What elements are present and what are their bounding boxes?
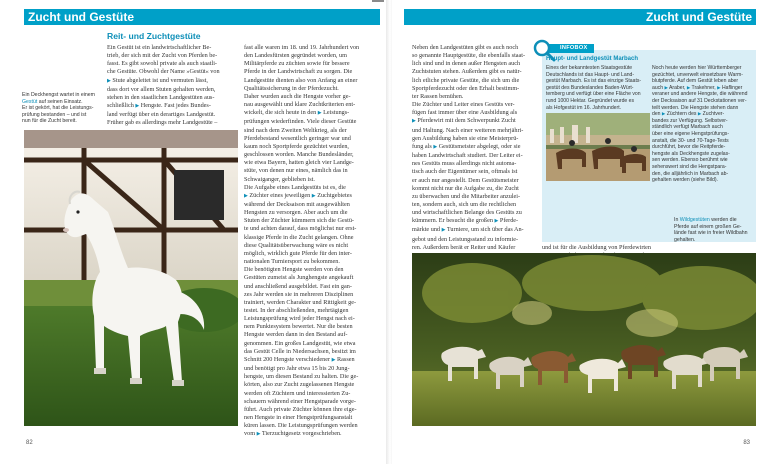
text-line: bandes zur Verfügung. Selbstver-	[652, 117, 728, 124]
text-line: tisch auch der Eigentümer sein, oftmals ist	[412, 168, 518, 176]
text-line: auch ▶ Araber, ▶ Trakehner, ▶ Haflinger	[652, 84, 743, 91]
right-header-bar	[404, 9, 756, 25]
cross-reference-arrow-icon: ▶	[412, 119, 416, 125]
text-line: haben Landwirtschaft studiert. Der Leiter ei-	[412, 152, 523, 160]
text-line: ren. Außerdem berät er Reiter und Käufer	[412, 243, 516, 251]
text-line: sen werden. Ebenso berühmt wie	[652, 157, 728, 164]
text-line: Noch heute werden hier Württemberger	[652, 65, 742, 71]
text-line: Ein Gestüt ist ein landwirtschaftlicher Be-	[107, 44, 212, 51]
text-line: nen Hengste in einer Hengstprüfungsanstalt	[244, 414, 353, 422]
text-line: Gestüten zumeist als Junghengste angekauft	[244, 274, 354, 282]
text-line: blutpferde. Auf dem Gestüt leben aber	[652, 78, 739, 85]
text-line: che Gestüte. Obwohl der Name »Gestüt« von	[107, 68, 220, 76]
left-text-column-2	[244, 44, 376, 440]
text-line: über eine eigene Hengstprüfungs-	[652, 130, 730, 137]
text-line: nau ausgewählt und klare Zuchtkriterien ent-	[244, 101, 356, 109]
infobox-text-column-2	[652, 65, 756, 184]
text-line: und anschließend ausgebildet. Fast ein gan-	[244, 282, 352, 290]
white-horse-photo	[24, 130, 238, 426]
text-line: während der Decksaison mit ausgewählten	[244, 200, 350, 208]
text-line: Sportpferdezucht oder den Erhalt bestimm-	[412, 84, 520, 92]
caption-line-rest: werden die	[709, 217, 737, 223]
text-line: testet. In der abschließenden, mehrtägigen	[244, 307, 349, 314]
text-line: teilt werden. Die Hengste stehen dann	[652, 104, 739, 111]
text-line: hengste, um diesen Bestand zu halten. Die ge-	[244, 373, 359, 381]
top-crop-mark	[372, 0, 384, 2]
text-line: möglich, wirklich gute Pferde für den inter-	[244, 249, 352, 257]
text-line: und benötigt pro Jahr etwa 15 bis 20 Jung-	[244, 365, 350, 373]
text-line: fung als ▶ Gestütsmeister abgelegt, oder sie	[412, 142, 521, 150]
text-line: nationalen Turniersport zu bekommen.	[244, 258, 340, 266]
text-line: lich etliche private Gestüte, die sich um die	[412, 76, 520, 84]
text-line: Pferdebestand wesentlich geringer war und	[244, 134, 351, 142]
caption-line: nun für die Zucht bereit.	[22, 118, 77, 125]
text-line: Leistungsprüfung wird jeder Hengst nach ei-	[244, 315, 355, 323]
text-line: nem Punktesystem bewertet. Nur die besten	[244, 323, 353, 331]
text-line: veraner und andere Hengste, die während	[652, 91, 748, 98]
text-line: kommt nicht nur die Aufgabe zu, die Zucht	[412, 184, 519, 192]
cross-reference-arrow-icon: ▶	[331, 357, 336, 363]
text-line: ▶ Züchter eines jeweiligen ▶ Zuchtgebietes	[244, 191, 352, 199]
caption-highlight: Wildgestüten	[679, 217, 710, 223]
hengstparade-photo	[546, 113, 650, 181]
text-line: stüte, von denen nur eines, nämlich das in	[244, 167, 348, 175]
text-line: gezüchtet, unverwelt einsetzbare Warm-	[652, 71, 743, 78]
text-line: diese Qualitätsüberwachung wäre es nicht	[244, 241, 349, 249]
caption-line	[674, 217, 758, 224]
text-line: hengste als Deckhengste zugelas-	[652, 150, 730, 157]
text-line: ter Rassen bemühen.	[412, 92, 464, 100]
text-line: zes Jahr werden sie in mehreren Disziplinen	[244, 290, 354, 298]
text-line: werden oft Züchtern und interessierten Zu-	[244, 389, 351, 397]
text-line: gebot und den Leistungsstand zu informie-	[412, 235, 519, 243]
text-line: und Haltung. Nach einer weiteren mehrjähri-	[412, 126, 524, 134]
cross-reference-arrow-icon: ▶	[717, 84, 721, 90]
text-line: trieb, der sich mit der Zucht von Pferden be-	[107, 52, 218, 60]
text-line: rund 1000 Hektar. Gegründet wurde es	[546, 97, 635, 104]
left-header-title: Zucht und Gestüte	[28, 10, 134, 24]
right-page-number: 83	[743, 440, 750, 446]
text-line: ▶ Pferdewirt mit dem Schwerpunkt Zucht	[412, 117, 516, 125]
text-line: gen Ausbildung haben sie eine Meisterprü-	[412, 134, 519, 142]
text-line: schließlich ▶ Hengste. Fast jedes Bundes-	[107, 102, 211, 110]
text-line: den, die alljährlich in Marbach ab-	[652, 170, 729, 177]
caption-line-start: In	[674, 217, 680, 223]
cross-reference-arrow-icon: ▶	[244, 193, 248, 199]
text-line: gestüt des Bundeslandes Baden-Würt-	[546, 84, 634, 91]
text-line: Deutschlands ist das Haupt- und Land-	[546, 71, 635, 78]
cross-reference-arrow-icon: ▶	[433, 144, 438, 150]
caption-line: Ein Deckhengst wartet in einem	[22, 92, 95, 98]
cross-reference-arrow-icon: ▶	[686, 84, 691, 90]
text-line: Schnitt 200 Hengste verschiedener ▶ Rassen	[244, 355, 355, 363]
text-line: den Landesfürsten gegründet worden, um	[244, 52, 347, 60]
text-line: ständlich verfügt Marbach auch	[652, 124, 723, 131]
text-line: Militärpferde zu züchten sowie für bessere	[244, 60, 350, 68]
text-line: sind nach dem Zweiten Weltkrieg, als der	[244, 126, 347, 134]
text-line: Landgestüte dienten also von Anfang an einer	[244, 76, 358, 84]
text-line: kaum noch Sportpferde gezüchtet wurden,	[244, 142, 349, 150]
cross-reference-arrow-icon: ▶	[135, 104, 140, 110]
caption-line-rest: auf seinen Einsatz.	[37, 98, 83, 105]
text-line: führt. Auch private Züchter können ihre eige-	[244, 405, 357, 413]
text-line: ▶ Stute abgeleitet ist und vermuten lässt,	[107, 76, 208, 84]
text-line: den ▶ Züchtern des ▶ Zuchtver-	[652, 111, 725, 118]
left-photo-caption	[22, 92, 102, 125]
infobox-title: Haupt- und Landgestüt Marbach	[546, 56, 638, 62]
text-line: stehen in den staatlichen Landgestüten aus-	[107, 93, 215, 101]
text-line: Neben den Landgestüten gibt es auch noch	[412, 44, 519, 51]
text-line: trainiert, werden Charakter und Rittigkeit ge-	[244, 298, 357, 306]
text-line: küren lassen. Die Leistungsprüfungen werden	[244, 422, 358, 430]
cross-reference-arrow-icon: ▶	[494, 219, 499, 225]
cross-reference-arrow-icon: ▶	[697, 111, 702, 117]
caption-line: lände fast wie in freier Wildbahn	[674, 230, 748, 237]
text-line: Daher wurden auch die Hengste vorher ge-	[244, 92, 351, 100]
infobox-label: INFOBOX	[560, 45, 588, 51]
text-line: Früher gab es allerdings mehr Landgestüte –	[107, 119, 218, 127]
text-line: Hengste werden dann in den Bestand auf-	[244, 331, 348, 339]
text-line: zu überwachen und die Mitarbeiter anzulei-	[412, 192, 521, 200]
right-text-column-1	[412, 44, 536, 252]
cross-reference-arrow-icon: ▶	[441, 228, 446, 234]
text-line: gehalten werden (siehe Bild).	[652, 177, 718, 184]
left-text-column-1	[107, 44, 236, 128]
text-line: sehenswert sind die Hengstpara-	[652, 163, 727, 170]
text-line: Qualitätssicherung in der Pferdezucht.	[244, 84, 339, 92]
text-line: geschlossen worden. Manche Bundesländer,	[244, 151, 354, 159]
text-line: temberg und verfügt über eine Fläche von	[546, 91, 641, 98]
text-line: wie etwa Bayern, hatten gleich vier Landge-	[244, 159, 354, 167]
cross-reference-arrow-icon: ▶	[317, 111, 322, 117]
text-line: nes Gestüts muss allerdings nicht automa-	[412, 160, 517, 168]
text-line: durchführt, bevor die Reitpferde-	[652, 144, 726, 151]
text-line: und wirtschaftlichen Belange des Gestüts zu	[412, 209, 522, 217]
text-line: Die benötigten Hengste werden von den	[244, 266, 344, 274]
cross-reference-arrow-icon: ▶	[311, 193, 316, 199]
right-page	[392, 0, 780, 464]
cross-reference-arrow-icon: ▶	[256, 432, 261, 438]
caption-highlight: Gestüt	[22, 98, 38, 105]
text-line: fast alle waren im 18. und 19. Jahrhundert von	[244, 44, 360, 51]
right-header-title: Zucht und Gestüte	[646, 10, 752, 24]
caption-line	[22, 99, 102, 106]
text-line: märkte und ▶ Turniere, um sich über das An-	[412, 226, 524, 234]
text-line: wickelt, die sich heute in den ▶ Leistungs-	[244, 109, 350, 117]
caption-line: Er ist gekört, hat die Leistungs-	[22, 105, 94, 112]
text-line: Schwaiganger, geblieben ist.	[244, 175, 315, 183]
text-line: Pferde in der Landwirtschaft zu sorgen. Die	[244, 68, 353, 76]
left-page	[0, 0, 388, 464]
wild-horses-photo	[412, 253, 756, 426]
text-line: und ist für die Ausbildung von Pferdewirten	[542, 244, 651, 251]
text-line: schauern während einer Hengstparade vorge-	[244, 397, 356, 405]
text-line: dass dort vor allem Stuten gehalten werden,	[107, 85, 216, 93]
text-line: anstalt, die 30- und 70-Tage-Tests	[652, 137, 729, 144]
text-line: Eines der bekanntesten Staatsgestüte	[546, 65, 633, 71]
text-line: Zuchtstuten stehen. Außerdem gibt es natür-	[412, 68, 522, 76]
text-line: er auch nur angestellt. Dem Gestütsmeister	[412, 176, 519, 184]
text-line: ten, sondern auch, sich um die rechtlichen	[412, 200, 517, 208]
text-line: gestüt Marbach. Es ist das einzige Staats-	[546, 78, 642, 85]
infobox-text-column-1	[546, 65, 648, 111]
text-line: te und achten darauf, dass möglichst nur erst-	[244, 225, 357, 233]
right-photo-caption	[674, 217, 758, 243]
left-page-number: 82	[26, 440, 33, 446]
text-line: lich sind und in denen außer Hengsten auch	[412, 60, 521, 68]
text-line: körten, also zur Zucht zugelassenen Hengste	[244, 381, 355, 389]
text-line: vom ▶ Tierzuchtgesetz vorgeschrieben.	[244, 430, 342, 438]
text-line: der Decksaison auf 31 Deckstationen ver-	[652, 97, 747, 104]
text-line: land verfügt über ein derartiges Landgestüt.	[107, 111, 216, 119]
cross-reference-arrow-icon: ▶	[664, 84, 668, 90]
caption-line: prüfung bestanden – und ist	[22, 111, 87, 118]
text-line: das Gestüt Celle in Niedersachsen, besitzt im	[244, 347, 356, 355]
text-line: Hengsten zu versorgen. Aber auch um die	[244, 209, 348, 217]
section-title: Reit- und Zuchtgestüte	[107, 31, 201, 41]
left-header-bar	[24, 9, 380, 25]
text-line: prüfungen wiederfinden. Viele dieser Gestüte	[244, 118, 357, 126]
caption-line: Pferde auf einem großen Ge-	[674, 223, 742, 230]
text-line: Stuten der Züchter kümmern sich die Gestü-	[244, 217, 354, 225]
text-line: genommen. Ein großes Landgestüt, wie etwa	[244, 339, 356, 347]
caption-line: gehalten.	[674, 236, 696, 243]
text-line: Die Aufgabe eines Landgestüts ist es, die	[244, 183, 346, 191]
cross-reference-arrow-icon: ▶	[661, 111, 666, 117]
text-line: fasst. Es gibt sowohl private als auch staatli-	[107, 60, 217, 68]
text-line: Die Züchter und Leiter eines Gestüts ver-	[412, 101, 515, 109]
text-line: klassige Pferde in die Zucht gelangen. Ohne	[244, 233, 354, 241]
text-line: als Hofgestüt im 16. Jahrhundert.	[546, 104, 622, 111]
text-line: fügen fast immer über eine Ausbildung als	[412, 109, 518, 117]
text-line: so genannte Hauptgestüte, die ebenfalls staat-	[412, 52, 526, 60]
cross-reference-arrow-icon: ▶	[107, 78, 111, 84]
text-line: kümmern. Er besucht die großen ▶ Pferde-	[412, 217, 519, 225]
